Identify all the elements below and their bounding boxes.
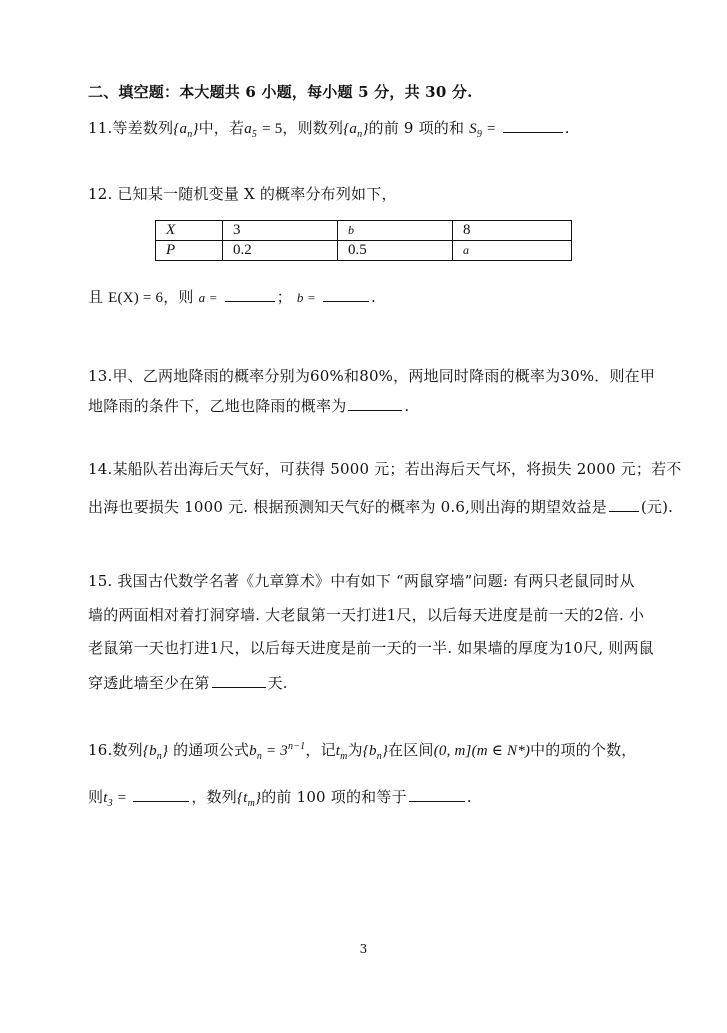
table-row <box>156 221 572 241</box>
answer-blank[interactable] <box>133 787 189 802</box>
question-13-line1: 13.甲、乙两地降雨的概率分别为60%和80%，两地同时降雨的概率为30%．则在甲 <box>88 367 656 385</box>
table-cell: b <box>338 221 453 241</box>
question-12-ask: 且 E(X) = 6，则 a = ； b = . <box>88 288 376 306</box>
question-16-line1: 16.数列$\{b_n\}$ 的通项公式$b_n = 3^{n-1}$，记$t_m$为$\{b_n\}$在区间(0, m](m ∈ N*)中的项的个数， <box>88 741 637 762</box>
table-cell: X <box>156 221 223 241</box>
answer-blank[interactable] <box>609 497 639 512</box>
question-13-line2: 地降雨的条件下，乙地也降雨的概率为 . <box>88 397 410 415</box>
question-14-line2: 出海也要损失 1000 元. 根据预测知天气好的概率为 0.6,则出海的期望效益是 (元). <box>88 498 674 516</box>
section-heading: 二、填空题：本大题共 6 小题，每小题 5 分，共 30 分. <box>88 83 473 101</box>
question-15-line4: 穿透此墙至少在第 天. <box>88 674 288 692</box>
table-cell: 8 <box>453 221 572 241</box>
question-11: 11.等差数列$\{a_n\}$中，若$a_5 = 5$，则数列$\{a_n\}$的前 9 项的和 $S_9$ = . <box>88 119 570 140</box>
answer-blank[interactable] <box>212 673 266 688</box>
question-15-line1: 15. 我国古代数学名著《九章算术》中有如下 “两鼠穿墙”问题: 有两只老鼠同时从 <box>88 572 635 590</box>
table-cell: 3 <box>223 221 338 241</box>
answer-blank[interactable] <box>225 287 275 302</box>
probability-distribution-table <box>155 220 572 261</box>
answer-blank[interactable] <box>409 787 465 802</box>
question-15-line2: 墙的两面相对着打洞穿墙. 大老鼠第一天打进1尺，以后每天进度是前一天的2倍. 小 <box>88 606 645 624</box>
table-cell: a <box>453 241 572 261</box>
question-15-line3: 老鼠第一天也打进1尺，以后每天进度是前一天的一半. 如果墙的厚度为10尺, 则两鼠 <box>88 639 654 657</box>
question-16-line2: 则$t_3$ = ，数列$\{t_m\}$的前 100 项的和等于 . <box>88 788 472 809</box>
question-12-intro: 12. 已知某一随机变量 X 的概率分布列如下， <box>88 185 397 203</box>
answer-blank[interactable] <box>348 396 402 411</box>
table-cell: P <box>156 241 223 261</box>
page-number: 3 <box>359 942 368 956</box>
table-row <box>156 241 572 261</box>
question-14-line1: 14.某船队若出海后天气好，可获得 5000 元；若出海后天气坏，将损失 2000 元；若不 <box>88 460 682 478</box>
answer-blank[interactable] <box>503 118 563 133</box>
answer-blank[interactable] <box>323 287 369 302</box>
table-cell: 0.5 <box>338 241 453 261</box>
table-cell: 0.2 <box>223 241 338 261</box>
